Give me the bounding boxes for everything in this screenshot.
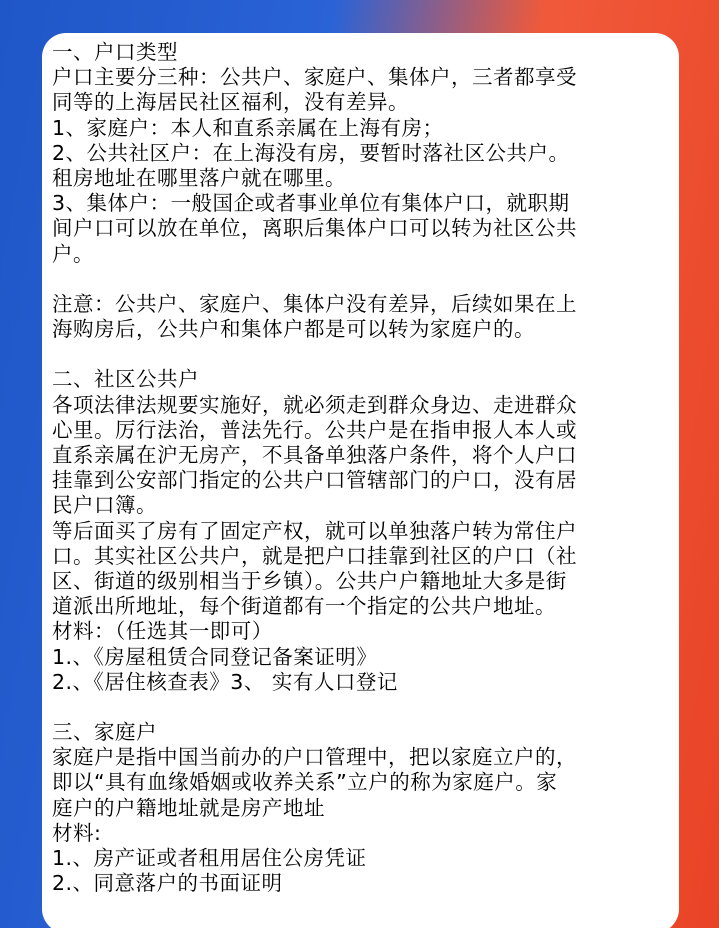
text-line: 心里。厉行法治，普法先行。公共户是在指申报人本人或 (52, 417, 577, 442)
text-line: 材料: (52, 820, 102, 845)
text-line: 庭户的户籍地址就是房产地址 (52, 795, 325, 820)
text-line: 间户口可以放在单位，离职后集体户口可以转为社区公共 (52, 216, 577, 241)
text-line: 家庭户是指中国当前办的户口管理中，把以家庭立户的， (52, 745, 577, 770)
text-line: 户。 (52, 241, 94, 266)
text-line: 材料：（任选其一即可） (52, 619, 273, 644)
text-line: 三、家庭户 (52, 720, 157, 745)
text-line: 民户口簿。 (52, 493, 157, 518)
text-line: 1.、《房屋租赁合同登记备案证明》 (52, 644, 378, 669)
text-line: 2.、《居住核查表》3、 实有人口登记 (52, 669, 398, 694)
text-line: 等后面买了房有了固定产权，就可以单独落户转为常住户 (52, 518, 577, 543)
text-line: 户口主要分三种：公共户、家庭户、集体户，三者都享受 (52, 65, 577, 90)
blank-line (52, 267, 672, 292)
text-line: 口。其实社区公共户，就是把户口挂靠到社区的户口（社 (52, 543, 577, 568)
text-line: 3、集体户：一般国企或者事业单位有集体户口，就职期 (52, 191, 570, 216)
text-line: 租房地址在哪里落户就在哪里。 (52, 165, 346, 190)
text-line: 挂靠到公安部门指定的公共户口管辖部门的户口，没有居 (52, 468, 577, 493)
text-line: 1.、房产证或者租用居住公房凭证 (52, 846, 367, 870)
text-line: 同等的上海居民社区福利，没有差异。 (52, 90, 409, 115)
text-line: 2、公共社区户：在上海没有房，要暂时落社区公共户。 (52, 140, 570, 165)
text-line: 各项法律法规要实施好，就必须走到群众身边、走进群众 (52, 392, 577, 417)
blank-line (52, 695, 672, 720)
text-line: 一、户口类型 (52, 40, 178, 64)
document-text (52, 40, 672, 896)
text-line: 区、街道的级别相当于乡镇）。公共户户籍地址大多是街 (52, 568, 567, 593)
text-line: 直系亲属在沪无房产，不具备单独落户条件，将个人户口 (52, 443, 577, 467)
text-line: 2.、同意落户的书面证明 (52, 871, 283, 896)
text-line: 即以“具有血缘婚姻或收养关系”立户的称为家庭户。家 (52, 770, 558, 795)
text-line: 注意：公共户、家庭户、集体户没有差异，后续如果在上 (52, 291, 577, 316)
blank-line (52, 342, 672, 367)
text-line: 二、社区公共户 (52, 367, 199, 392)
text-line: 1、家庭户：本人和直系亲属在上海有房； (52, 115, 444, 140)
text-line: 海购房后，公共户和集体户都是可以转为家庭户的。 (52, 317, 535, 342)
text-line: 道派出所地址，每个街道都有一个指定的公共户地址。 (52, 594, 556, 619)
